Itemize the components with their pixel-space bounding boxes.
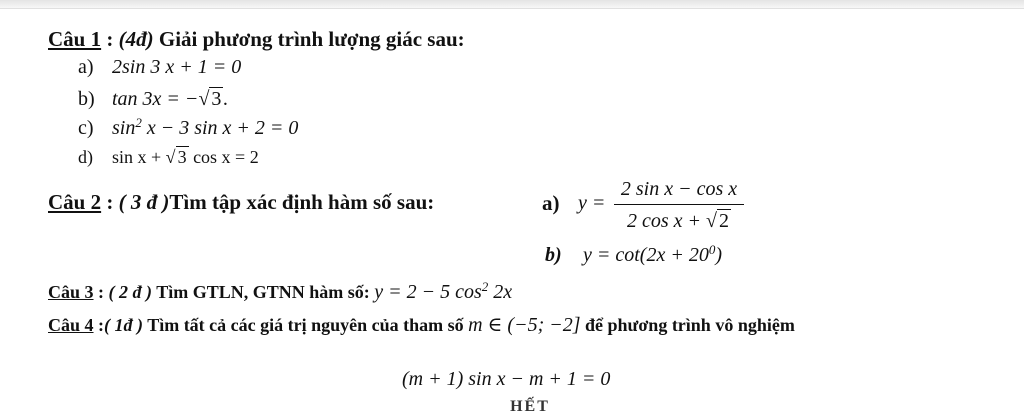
question-4-text-2: để phương trình vô nghiệm bbox=[580, 315, 795, 335]
question-1-item-b bbox=[78, 88, 228, 111]
question-1-points: (4đ) bbox=[118, 27, 154, 51]
item-d-equation: sin x + √ 3 cos x = 2 bbox=[112, 147, 259, 167]
question-2-part-a-label: a) bbox=[542, 191, 560, 215]
item-c-equation: $\sin^2 x - 3$ sin x + 2 = 0 bbox=[112, 114, 299, 139]
fraction-bar bbox=[614, 204, 744, 205]
question-3-points: ( 2 đ ) bbox=[108, 282, 153, 302]
question-4-heading bbox=[48, 312, 795, 337]
sqrt-symbol: √ 3 bbox=[165, 147, 187, 167]
question-1-heading bbox=[48, 27, 465, 52]
question-4-text: Tìm tất cả các giá trị nguyên của tham số bbox=[143, 315, 469, 335]
item-c-label: c) bbox=[78, 117, 94, 139]
question-1-item-a bbox=[78, 56, 241, 79]
question-1-label: Câu 1 bbox=[48, 27, 102, 51]
question-2-part-b-equation: $y = \cot(2x + 20^0)$ bbox=[583, 241, 723, 266]
question-2-part-a-lhs: y = bbox=[578, 192, 606, 214]
question-1-item-d bbox=[78, 147, 259, 168]
question-1-separator: : bbox=[101, 27, 119, 51]
end-marker: HẾT bbox=[510, 398, 550, 415]
fraction-denominator: 2 cos x + √ 2 bbox=[626, 210, 730, 232]
question-2-fraction bbox=[614, 176, 744, 234]
question-3-label: Câu 3 bbox=[48, 282, 94, 302]
question-4-label: Câu 4 bbox=[48, 315, 94, 335]
item-b-equation: tan 3x = −√ 3 . bbox=[112, 88, 229, 110]
fraction-numerator: 2 sin x − cos x bbox=[620, 178, 738, 200]
question-1-text: Giải phương trình lượng giác sau: bbox=[153, 27, 465, 51]
question-4-equation: (m + 1) sin x − m + 1 = 0 bbox=[402, 368, 611, 390]
question-2-label: Câu 2 bbox=[48, 190, 102, 214]
question-3-separator: : bbox=[93, 282, 109, 302]
item-d-label: d) bbox=[78, 147, 93, 167]
question-1-item-c bbox=[78, 114, 299, 140]
sqrt-symbol: √ 3 bbox=[198, 88, 222, 110]
question-3-text: Tìm GTLN, GTNN hàm số: bbox=[152, 282, 375, 302]
question-3-function: y = 2 − 5 $\cos^2 2x$ bbox=[374, 278, 513, 303]
question-3-heading bbox=[48, 278, 513, 304]
item-b-label: b) bbox=[78, 88, 95, 110]
item-a-label: a) bbox=[78, 56, 94, 78]
question-2-points: ( 3 đ ) bbox=[118, 190, 170, 214]
question-4-separator: : bbox=[93, 315, 105, 335]
question-2-part-b-label: b) bbox=[545, 244, 562, 266]
item-a-equation: 2sin 3 x + 1 = 0 bbox=[112, 56, 242, 78]
question-4-points: ( 1đ ) bbox=[104, 315, 144, 335]
question-4-condition: m ∈ (−5; −2] bbox=[468, 314, 581, 336]
question-2-separator: : bbox=[101, 190, 119, 214]
question-2-heading bbox=[48, 190, 434, 215]
window-top-edge bbox=[0, 0, 1024, 9]
question-2-text: Tìm tập xác định hàm số sau: bbox=[169, 190, 435, 214]
